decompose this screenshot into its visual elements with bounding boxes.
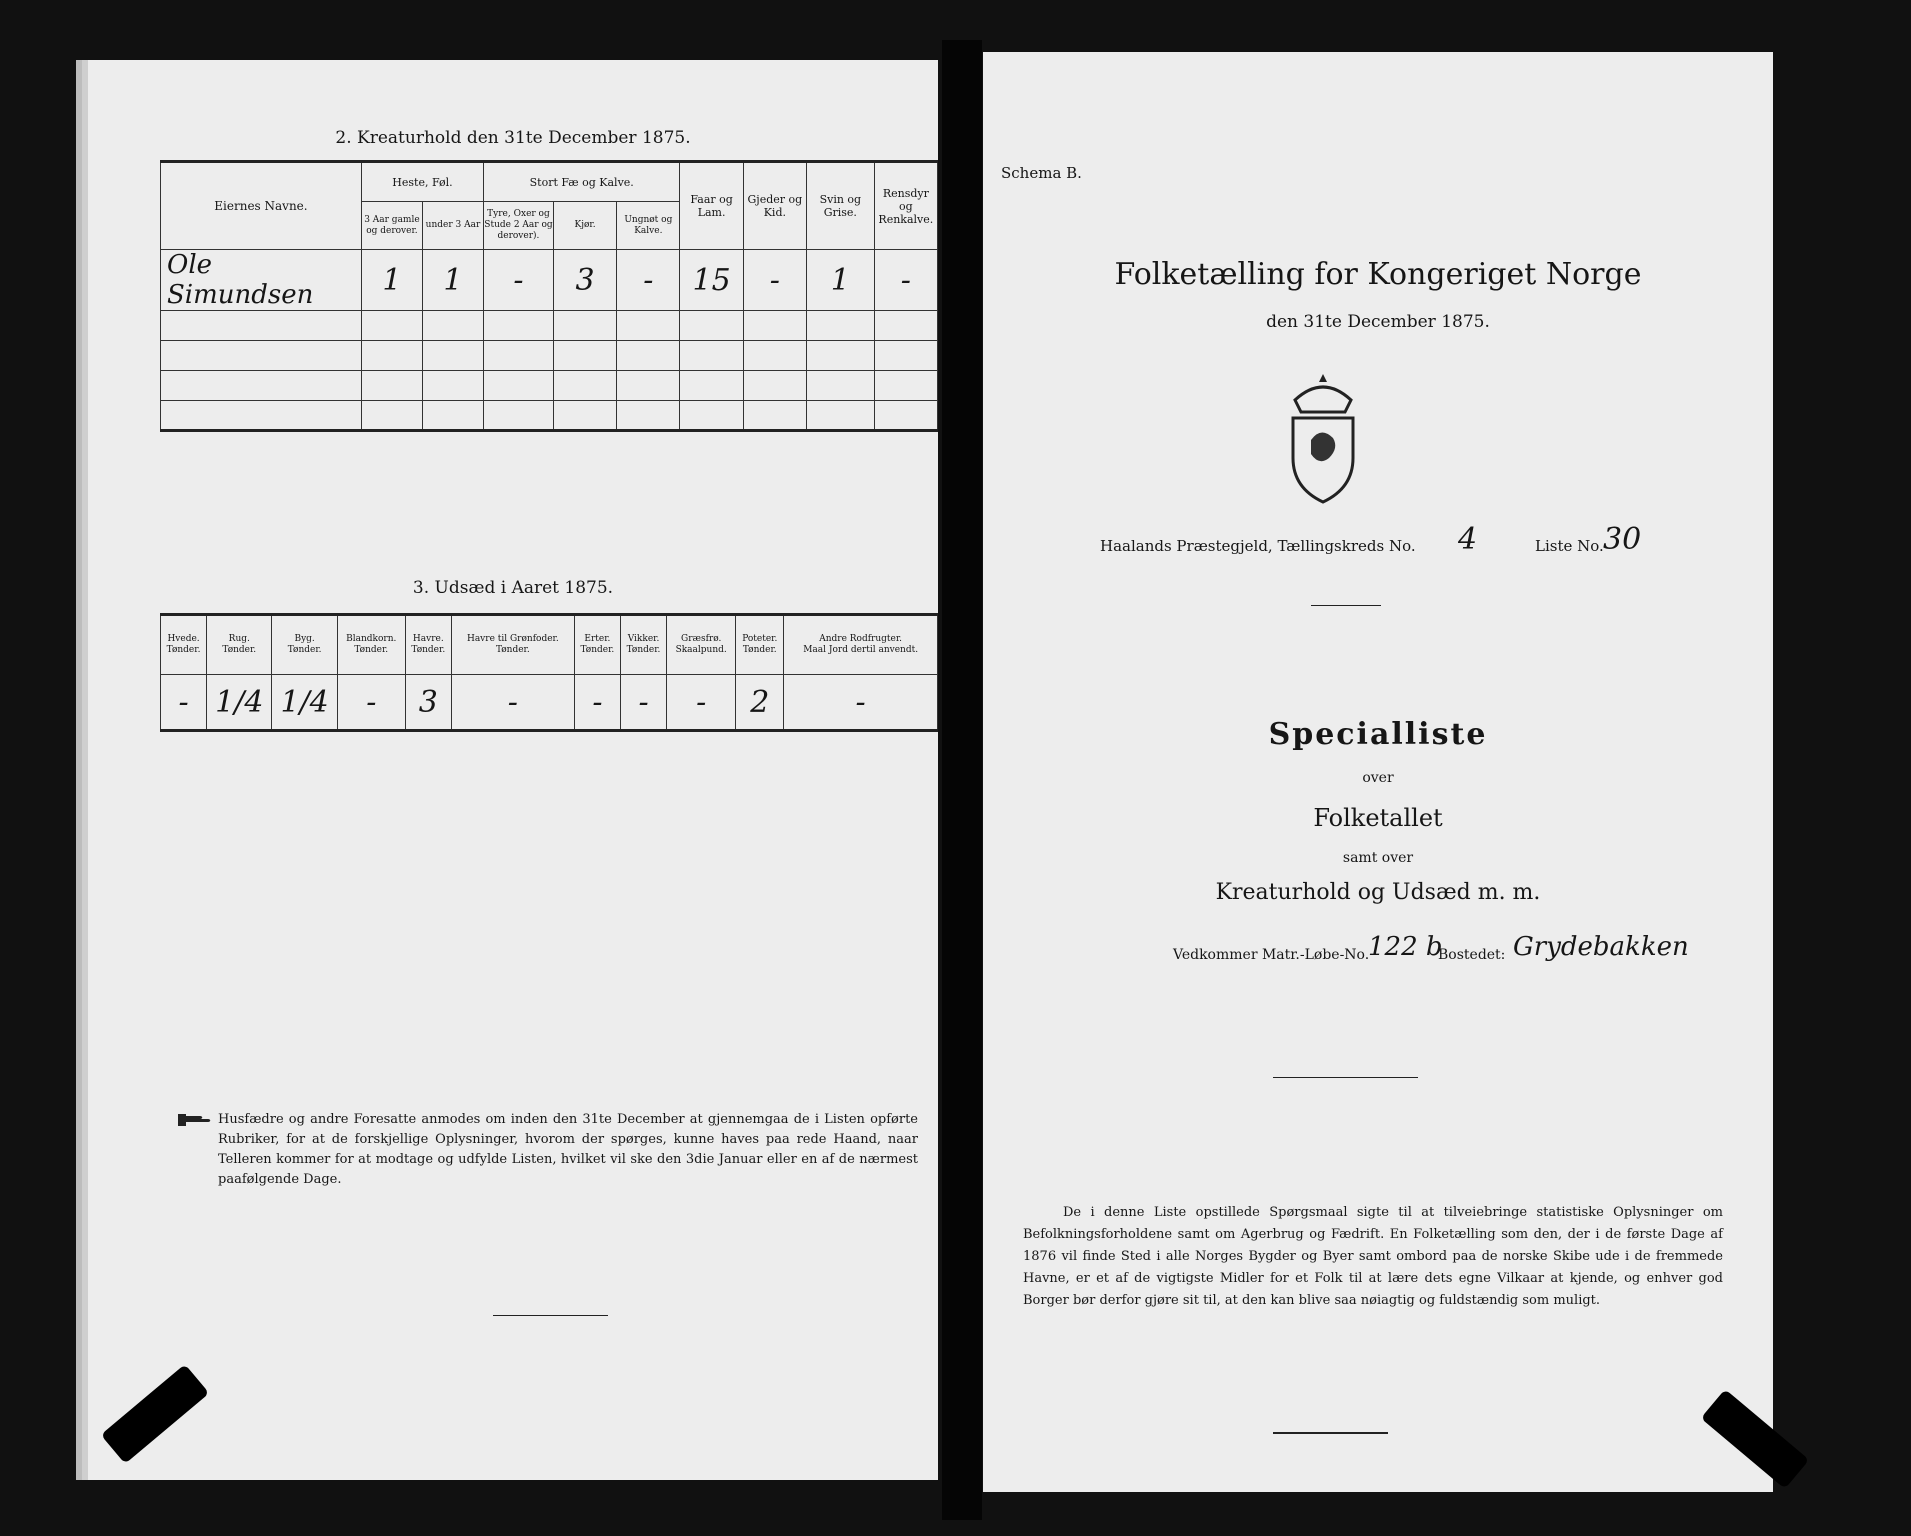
seed-header — [451, 615, 574, 675]
seed-header-top: Havre. — [412, 634, 444, 644]
livestock-table — [160, 160, 938, 432]
census-title: Folketælling for Kongeriget Norge — [1114, 257, 1642, 292]
bosted-label: Bostedet: — [1438, 947, 1506, 963]
specialliste-heading: Specialliste — [1268, 717, 1488, 752]
seed-header — [667, 615, 736, 675]
seed-header-top: Andre Rodfrugter. — [819, 634, 903, 644]
seed-header-top: Poteter. — [742, 634, 778, 644]
seed-header-top: Blandkorn. — [346, 634, 397, 644]
seed-header-unit: Tønder. — [166, 645, 201, 655]
divider — [1273, 1432, 1388, 1434]
row-reindeer: - — [874, 250, 937, 311]
seed-value: 1/4 — [207, 675, 272, 731]
seed-header-unit: Skaalpund. — [675, 645, 727, 655]
row-cattle-a: - — [484, 250, 554, 311]
seed-header — [574, 615, 620, 675]
samt-over-text: samt over — [1342, 850, 1414, 866]
seed-header-top: Erter. — [584, 634, 611, 644]
seed-header — [272, 615, 337, 675]
header-horses-a: 3 Aar gamle og derover. — [361, 202, 422, 250]
header-cattle-a: Tyre, Oxer og Stude 2 Aar og derover). — [484, 202, 554, 250]
row-pigs: 1 — [806, 250, 874, 311]
header-cattle: Stort Fæ og Kalve. — [484, 162, 680, 202]
seed-header — [736, 615, 784, 675]
header-horses: Heste, Føl. — [361, 162, 483, 202]
header-cattle-c: Ungnøt og Kalve. — [617, 202, 680, 250]
seed-header-unit: Tønder. — [495, 645, 530, 655]
kreaturhold-text: Kreaturhold og Udsæd m. m. — [1215, 880, 1541, 905]
seed-header-top: Vikker. — [627, 634, 660, 644]
seed-header-unit: Tønder. — [742, 645, 777, 655]
bosted-value: Grydebakken — [1513, 932, 1689, 962]
row-owner: Ole Simundsen — [161, 250, 362, 311]
seed-header — [207, 615, 272, 675]
district-number: 4 — [1458, 522, 1478, 557]
seed-header-unit: Tønder. — [287, 645, 322, 655]
seed-header-top: Rug. — [228, 634, 250, 644]
seed-value: - — [574, 675, 620, 731]
row-cattle-b: 3 — [553, 250, 616, 311]
seed-value: - — [667, 675, 736, 731]
seed-header-top: Græsfrø. — [681, 634, 722, 644]
section3-title: 3. Udsæd i Aaret 1875. — [412, 578, 614, 598]
right-page — [983, 52, 1773, 1492]
divider — [493, 1315, 608, 1316]
divider — [1311, 605, 1381, 606]
seed-header-unit: Tønder. — [222, 645, 257, 655]
over-text: over — [1362, 770, 1394, 786]
seed-header-top: Byg. — [294, 634, 315, 644]
parish-label: Haalands Præstegjeld, Tællingskreds No. — [1100, 537, 1416, 555]
pointing-hand-icon — [178, 1110, 212, 1130]
seed-header-unit: Tønder. — [580, 645, 615, 655]
header-goats: Gjeder og Kid. — [743, 162, 806, 250]
seed-value: 1/4 — [272, 675, 337, 731]
matr-label: Vedkommer Matr.-Løbe-No. — [1173, 947, 1370, 963]
census-date: den 31te December 1875. — [1266, 312, 1490, 332]
seed-value: 2 — [736, 675, 784, 731]
notice-text: Husfædre og andre Foresatte anmodes om inden den 31te December at gjennemgaa de i Listen opførte Rubriker, for at de forskjellige Oplysninger, hvorom der spørges, kunne haves paa rede Haand, naar Telleren kommer for at modtage og udfylde Listen, hvilket vil ske den 3die Januar eller en af de nærmest paafølgende Dage. — [218, 1112, 918, 1187]
coat-of-arms-icon — [1283, 370, 1363, 510]
row-goats: - — [743, 250, 806, 311]
seed-header — [405, 615, 451, 675]
footer-text: De i denne Liste opstillede Spørgsmaal sigte til at tilveiebringe statistiske Oplysninger om Befolkningsforholdene samt om Agerbrug og Fædrift. En Folketælling som den, der i de første Dage af 1876 vil finde Sted i alle Norges Bygder og Byer samt ombord paa de norske Skibe ude i de fremmede Havne, er et af de vigtigste Midler for et Folk til at lære dets egne Vilkaar at kjende, og enhver god Borger bør derfor gjøre sit til, at den kan blive saa nøiagtig og fuldstændig som muligt. — [1023, 1205, 1723, 1308]
seed-header — [161, 615, 207, 675]
folketallet-text: Folketallet — [1313, 804, 1443, 832]
header-cattle-b: Kjør. — [553, 202, 616, 250]
schema-label: Schema B. — [1001, 164, 1082, 182]
seed-value: - — [620, 675, 666, 731]
seed-header — [337, 615, 405, 675]
seed-value: - — [451, 675, 574, 731]
left-page — [88, 60, 938, 1480]
header-pigs: Svin og Grise. — [806, 162, 874, 250]
header-sheep: Faar og Lam. — [680, 162, 743, 250]
seed-header-unit: Maal Jord dertil anvendt. — [803, 645, 919, 655]
matr-number: 122 b — [1368, 932, 1443, 962]
row-horses-b: 1 — [422, 250, 483, 311]
seed-header-unit: Tønder. — [354, 645, 389, 655]
header-horses-b: under 3 Aar — [422, 202, 483, 250]
seed-header-unit: Tønder. — [411, 645, 446, 655]
seed-header-top: Hvede. — [167, 634, 200, 644]
seed-header-top: Havre til Grønfoder. — [466, 634, 559, 644]
row-cattle-c: - — [617, 250, 680, 311]
seed-header-unit: Tønder. — [626, 645, 661, 655]
row-sheep: 15 — [680, 250, 743, 311]
divider — [1273, 1077, 1418, 1078]
header-reindeer: Rensdyr og Renkalve. — [874, 162, 937, 250]
list-number: 30 — [1603, 522, 1642, 557]
seed-header — [784, 615, 938, 675]
list-label: Liste No. — [1535, 537, 1604, 555]
book-spine — [942, 40, 982, 1520]
seed-value: - — [337, 675, 405, 731]
seed-value: - — [161, 675, 207, 731]
section2-title: 2. Kreaturhold den 31te December 1875. — [335, 128, 691, 148]
seed-value: - — [784, 675, 938, 731]
seed-value: 3 — [405, 675, 451, 731]
seed-header — [620, 615, 666, 675]
row-horses-a: 1 — [361, 250, 422, 311]
header-owner: Eiernes Navne. — [161, 162, 362, 250]
seed-table — [160, 613, 938, 732]
